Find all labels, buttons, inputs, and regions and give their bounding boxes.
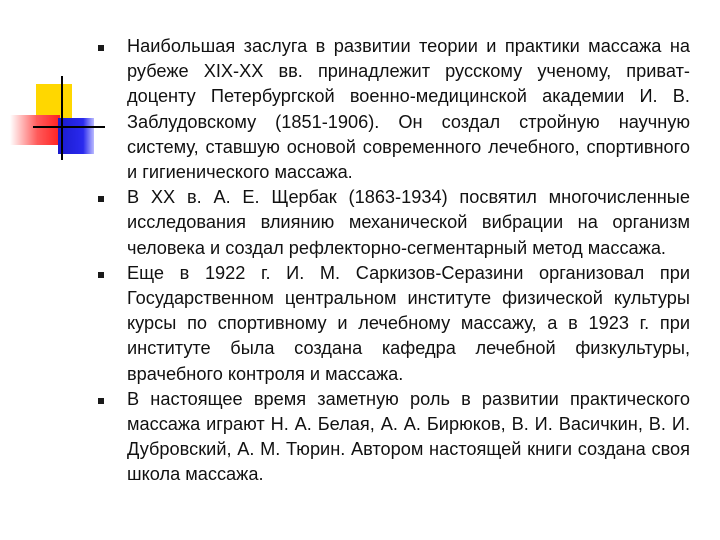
decor-red-gradient-bar — [10, 115, 60, 145]
bullet-text: В настоящее время заметную роль в развитии практического массажа играют Н. А. Белая, А. А. Бирюков, В. И. Васичкин, В. И. Дубровский, А. М. Тюрин. Автором настоящей книги создана своя школа массажа. — [127, 388, 690, 485]
bullet-item-zabludovsky — [98, 34, 690, 185]
decor-horizontal-line — [33, 126, 105, 128]
bullet-text: В XX в. А. Е. Щербак (1863-1934) посвятил многочисленные исследования влиянию механической вибрации на организм человека и создал рефлекторно-сегментарный метод массажа. — [127, 187, 690, 258]
bullet-item-shcherbak — [98, 185, 690, 261]
bullet-text: Наибольшая заслуга в развитии теории и практики массажа на рубеже XIX-XX вв. принадлежит русскому ученому, приват-доценту Петербургской военно-медицинской академии И. В. Заблудовскому (1851-1906). Он создал стройную научную систему, ставшую основой современного лечебного, спортивного и гигиенического массажа. — [127, 36, 690, 183]
square-bullet-icon — [98, 45, 104, 51]
square-bullet-icon — [98, 398, 104, 404]
square-bullet-icon — [98, 272, 104, 278]
square-bullet-icon — [98, 196, 104, 202]
bullet-item-sarkizov-serazini — [98, 261, 690, 387]
bullet-text: Еще в 1922 г. И. М. Саркизов-Серазини организовал при Государственном центральном институте физической культуры курсы по спортивному и лечебному массажу, а в 1923 г. при институте была создана кафедра лечебной физкультуры, врачебного контроля и массажа. — [127, 262, 690, 384]
bullet-item-present-day — [98, 387, 690, 488]
decorative-corner-graphic — [0, 0, 110, 170]
decor-vertical-line — [61, 76, 63, 160]
decor-blue-square — [58, 118, 94, 154]
slide-bullet-list — [98, 34, 690, 488]
